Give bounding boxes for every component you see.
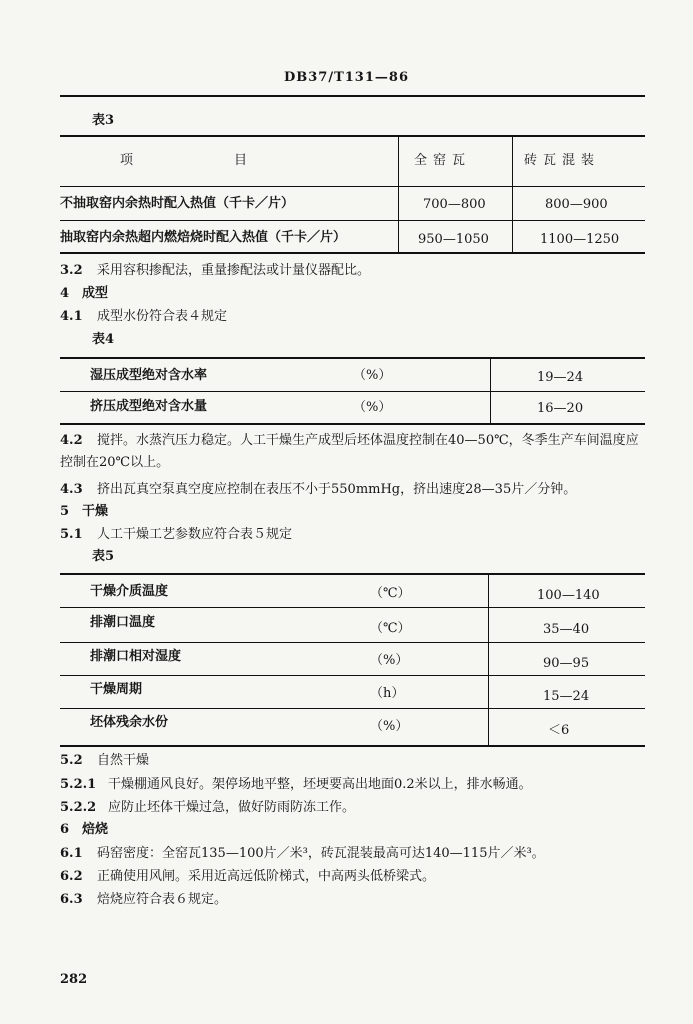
table4-row1-unit: （%）: [353, 368, 392, 383]
document-header: DB37/T131—86: [283, 70, 409, 85]
section-4-3-number: 4.3: [60, 482, 83, 497]
section-5-title: 干燥: [82, 504, 109, 519]
section-4-3-text: 挤出瓦真空泵真空度应控制在表压不小于550mmHg，挤出速度28—35片／分钟。: [97, 482, 577, 497]
section-5-2-text: 自然干燥: [97, 753, 150, 768]
table5-col-divider: [488, 575, 489, 747]
table5-row3-value: 90—95: [543, 656, 590, 671]
section-6-3-number: 6.3: [60, 892, 83, 907]
table3-caption: 表3: [92, 113, 115, 128]
table5-row4-unit: （h）: [370, 686, 405, 701]
section-5-2-1-number: 5.2.1: [60, 777, 97, 792]
table4-row2-label: 挤压成型绝对含水量: [90, 399, 208, 414]
table3-col-divider-2: [512, 136, 513, 252]
section-6-2-text: 正确使用风闸。采用近高远低阶梯式，中高两头低桥梁式。: [97, 869, 436, 884]
section-6-number: 6: [60, 822, 70, 837]
section-3-2-text: 采用容积掺配法，重量掺配法或计量仪器配比。: [97, 263, 371, 278]
table5-row-rule-4: [60, 708, 645, 709]
table4-row-rule: [60, 391, 645, 392]
section-3-2-number: 3.2: [60, 263, 83, 278]
section-6-1-number: 6.1: [60, 846, 83, 861]
section-6-1-text: 码窑密度：全窑瓦135—100片／米³，砖瓦混装最高可达140—115片／米³。: [97, 846, 545, 861]
table3-row-rule: [60, 220, 645, 221]
section-5-2-2-text: 应防止坯体干燥过急，做好防雨防冻工作。: [108, 800, 356, 815]
section-4-2-text: 搅拌。水蒸汽压力稳定。人工干燥生产成型后坯体温度控制在40—50℃，冬季生产车间温度应控制在20℃以上。: [60, 433, 639, 470]
table3-row1-col-b: 800—900: [545, 197, 608, 212]
table5-row5-label: 坯体残余水份: [90, 715, 169, 730]
table3-row2-label: 抽取窑内余热超内燃焙烧时配入热值（千卡／片）: [60, 230, 347, 245]
table3-bottom-rule: [60, 252, 645, 254]
table5-row1-value: 100—140: [537, 588, 600, 603]
table5-row5-value: ＜6: [548, 723, 570, 738]
section-4-number: 4: [60, 286, 70, 301]
table3-row1-label: 不抽取窑内余热时配入热值（千卡／片）: [60, 196, 295, 211]
table5-row-rule-2: [60, 642, 645, 643]
table3-row1-col-a: 700—800: [423, 197, 486, 212]
table5-caption: 表5: [92, 549, 115, 564]
section-6-3-text: 焙烧应符合表６规定。: [97, 892, 228, 907]
section-4-2-number: 4.2: [60, 433, 83, 448]
section-5-number: 5: [60, 504, 70, 519]
table3-col-divider-1: [398, 136, 399, 252]
table3-header-col-a: 全窑瓦: [414, 153, 472, 168]
table5-bottom-rule: [60, 745, 645, 747]
table5-row4-label: 干燥周期: [90, 682, 143, 697]
table3-top-rule: [60, 135, 645, 137]
section-6-title: 焙烧: [82, 822, 109, 837]
table4-caption: 表4: [92, 332, 115, 347]
table5-row2-label: 排潮口温度: [90, 615, 156, 630]
section-4-1-number: 4.1: [60, 309, 83, 324]
table5-row1-unit: （℃）: [370, 586, 411, 601]
table4-row2-value: 16—20: [537, 401, 584, 416]
header-rule: [60, 95, 645, 97]
table5-row2-unit: （℃）: [370, 621, 411, 636]
table3-header-col-b: 砖瓦混装: [524, 153, 601, 168]
section-4-title: 成型: [82, 286, 109, 301]
section-5-1-text: 人工干燥工艺参数应符合表５规定: [97, 527, 293, 542]
table3-row2-col-a: 950—1050: [418, 232, 489, 247]
section-5-1-number: 5.1: [60, 527, 83, 542]
section-4-1-text: 成型水份符合表４规定: [97, 309, 228, 324]
table5-row-rule-1: [60, 607, 645, 608]
section-6-2-number: 6.2: [60, 869, 83, 884]
table4-top-rule: [60, 357, 645, 359]
table5-row5-unit: （%）: [370, 719, 409, 734]
table5-row-rule-3: [60, 675, 645, 676]
table4-row2-unit: （%）: [353, 400, 392, 415]
section-5-2-number: 5.2: [60, 753, 83, 768]
table5-row2-value: 35—40: [543, 622, 590, 637]
table4-row1-value: 19—24: [537, 370, 584, 385]
table5-row3-label: 排潮口相对湿度: [90, 649, 182, 664]
table3-row2-col-b: 1100—1250: [540, 232, 620, 247]
table5-row4-value: 15—24: [543, 689, 590, 704]
page-number: 282: [60, 972, 88, 987]
section-5-2-1-text: 干燥棚通风良好。架停场地平整，坯埂要高出地面0.2米以上，排水畅通。: [108, 777, 532, 792]
table5-row1-label: 干燥介质温度: [90, 584, 169, 599]
table3-header-item: 项 目: [120, 153, 254, 168]
table5-top-rule: [60, 573, 645, 575]
table4-bottom-rule: [60, 423, 645, 425]
table3-header-rule: [60, 186, 645, 187]
table4-row1-label: 湿压成型绝对含水率: [90, 368, 208, 383]
table5-row3-unit: （%）: [370, 653, 409, 668]
section-5-2-2-number: 5.2.2: [60, 800, 97, 815]
